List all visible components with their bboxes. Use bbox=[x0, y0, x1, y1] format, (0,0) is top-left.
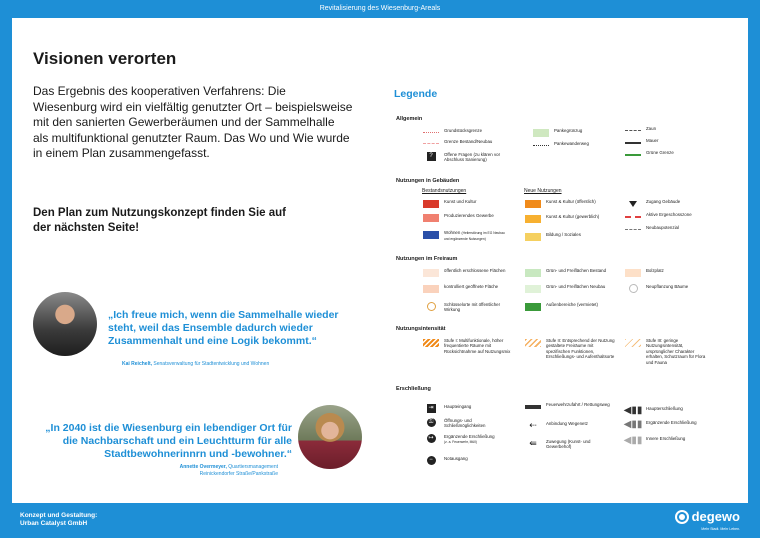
quote-1-author-role: Senatsverwaltung für Stadtentwicklung und Wohnen bbox=[153, 361, 270, 367]
legend-item: ↦ Ergänzende Erschließung (z. a. Feuerwehr, Müll) bbox=[428, 434, 495, 445]
quote-2-author bbox=[180, 464, 278, 478]
quote-2-author-role: Quartiersmanagement bbox=[228, 464, 278, 470]
legend-item: Stufe III: geringe Nutzungsintensität, ursprünglicher Charakter erhalten, Schutzraum für Flora und Fauna bbox=[624, 338, 708, 365]
quote-1-author bbox=[122, 361, 269, 367]
quote-2-author-role2: Reinickendorfer Straße/Pankstraße bbox=[199, 471, 278, 477]
door-icon: ↦ bbox=[427, 434, 436, 443]
portrait-annette-overmeyer bbox=[298, 405, 362, 469]
legend-item: Mauer bbox=[624, 138, 712, 147]
legend-item: Aktive Ergeschosszone bbox=[624, 212, 712, 221]
portrait-kai-reichelt bbox=[33, 292, 97, 356]
legend-item: Grüne Grenze bbox=[624, 150, 712, 159]
legend-erschliessung-heading: Erschließung bbox=[396, 386, 431, 392]
legend-item: Produzierendes Gewerbe bbox=[422, 213, 510, 222]
legend-item: Grün- und Freiflächen Bestand bbox=[524, 268, 612, 277]
legend-item: ⇥ Haupteingang bbox=[422, 404, 510, 413]
legend-item: öffentlich erschlossene Flächen bbox=[422, 268, 510, 277]
concentric-icon bbox=[427, 302, 436, 311]
intro-text: Das Ergebnis des kooperativen Verfahrens: Die Wiesenburg wird ein vielfältig genutzter Ort – beispielsweise mit den sanierten Gewerberäumen und der Sammelhalle als multifunktional genutzter Raum. Das Wo und Wie wurde in einem Plan zusammengefasst. bbox=[33, 84, 353, 160]
legend-bestand-heading: Bestandsnutzungen bbox=[422, 188, 467, 194]
plan-hint: Den Plan zum Nutzungskonzept finden Sie auf der nächsten Seite! bbox=[33, 207, 287, 234]
question-icon: ? bbox=[427, 152, 436, 161]
legend-item: ◀▮▮ Haupterschließung bbox=[623, 404, 683, 416]
credit-line-1: Konzept und Gestaltung: bbox=[20, 512, 98, 519]
arrow-left-icon: ◀▮▮ bbox=[623, 404, 643, 416]
legend-item: Pankegrünzug bbox=[532, 128, 620, 137]
legend-allgemein-heading: Allgemein bbox=[396, 116, 423, 122]
arrow-left-icon: ⇠ bbox=[529, 419, 537, 430]
legend-item: Wohnen (Heilerstörung im EG Neubau und ergänzende Nutzungen) bbox=[422, 230, 510, 243]
legend-item: ◀▮▮ Ergänzende Erschließung bbox=[623, 418, 697, 430]
header-title: Revitalisierung des Wiesenburg-Areals bbox=[319, 5, 441, 12]
entrance-icon: ⇥ bbox=[427, 404, 436, 413]
page-title: Visionen verorten bbox=[33, 49, 177, 68]
key-icon: ⚿ bbox=[427, 418, 436, 427]
legend-item: Schlüsselorte mit öffentlicher Wirkung bbox=[422, 302, 510, 313]
legend-item: Grün- und Freiflächen Neubau bbox=[524, 284, 612, 293]
legend-item: Neupflanzung Bäume bbox=[624, 284, 712, 293]
exit-icon: − bbox=[427, 456, 436, 465]
legend-freiraum-heading: Nutzungen im Freiraum bbox=[396, 256, 458, 262]
footer bbox=[0, 503, 760, 538]
legend-item: Grenze Bestand/Neubau bbox=[422, 139, 510, 148]
footer-credit bbox=[20, 512, 97, 528]
legend-item: Pankewanderweg bbox=[532, 141, 620, 150]
legend-item: Kunst und Kultur bbox=[422, 199, 510, 208]
legend-item: Kunst & Kultur (gewerblich) bbox=[524, 214, 612, 223]
legend-item: − Notausgang bbox=[422, 456, 510, 465]
quote-1-author-name: Kai Reichelt, bbox=[122, 361, 153, 367]
legend-item: Zaun bbox=[624, 126, 712, 135]
legend-title: Legende bbox=[394, 88, 438, 100]
triangle-icon bbox=[629, 201, 637, 207]
legend-item: Bildung / Soziales bbox=[524, 232, 612, 241]
legend-item: Außenbereiche (vermietet) bbox=[524, 302, 612, 311]
quote-2-author-name: Annette Overmeyer, bbox=[179, 464, 227, 470]
legend-item: Bolzplatz bbox=[624, 268, 712, 277]
legend-item: ⇠ Anbindung Wegenetz bbox=[529, 419, 588, 430]
legend-intensitaet-heading: Nutzungsintensität bbox=[396, 326, 446, 332]
legend-item: Kunst & Kultur (öffentlich) bbox=[524, 199, 612, 208]
logo-tagline: Mehr Stadt. Mehr Leben. bbox=[701, 527, 740, 531]
legend-item: ? Offene Fragen (zu klären vor Abschluss Sanierung) bbox=[422, 152, 510, 163]
tree-icon bbox=[629, 284, 638, 293]
legend-item: Grundstücksgrenze bbox=[422, 128, 510, 137]
legend-item: Neubaupotenzial bbox=[624, 225, 712, 234]
credit-line-2: Urban Catalyst GmbH bbox=[20, 520, 88, 527]
legend-item: ◀▮▮ Innere Erschließung bbox=[623, 434, 686, 446]
arrow-left-icon: ⇚ bbox=[529, 437, 537, 448]
logo-text: degewo bbox=[691, 509, 740, 524]
legend-item: ⇚ Zuwegung (Kunst- und Gewerbehof) bbox=[529, 437, 591, 450]
legend-item: ⚿ Öffnungs- und Schließmöglichkeiten bbox=[422, 418, 510, 429]
arrow-left-icon: ◀▮▮ bbox=[623, 434, 643, 446]
legend-item: Stufe II: Entsprechend der Nutzung gestaltete Freiräume mit spezifischen Funktionen, Erschließungs- und Aufenthaltsorte bbox=[524, 338, 618, 360]
quote-2-text: „In 2040 ist die Wiesenburg ein lebendiger Ort für die Nachbarschaft und ein Leuchtturm für alle Stadtbewohnerinnrn und -bewohner.“ bbox=[45, 422, 292, 460]
legend-item: Stufe I: Multifunktionale, höher frequentierte Räume mit Rücksichtnahme auf Nutzungsmix bbox=[422, 338, 514, 354]
legend-gebaeude-heading: Nutzungen in Gebäuden bbox=[396, 178, 460, 184]
degewo-logo bbox=[675, 509, 740, 524]
arrow-left-icon: ◀▮▮ bbox=[623, 418, 643, 430]
legend-item: Feuerwehrzufahrt / Rettungsweg bbox=[524, 402, 612, 411]
logo-icon bbox=[675, 510, 689, 524]
page-content bbox=[12, 18, 748, 503]
legend-item: Zugang Gebäude bbox=[624, 199, 712, 208]
legend-item: kontrolliert geöffnete Fläche bbox=[422, 284, 510, 293]
legend-neu-heading: Neue Nutzungen bbox=[524, 188, 562, 194]
quote-1-text: „Ich freue mich, wenn die Sammelhalle wieder steht, weil das Ensemble dadurch wieder Zusammenhalt und eine Logik bekommt.“ bbox=[108, 309, 339, 347]
